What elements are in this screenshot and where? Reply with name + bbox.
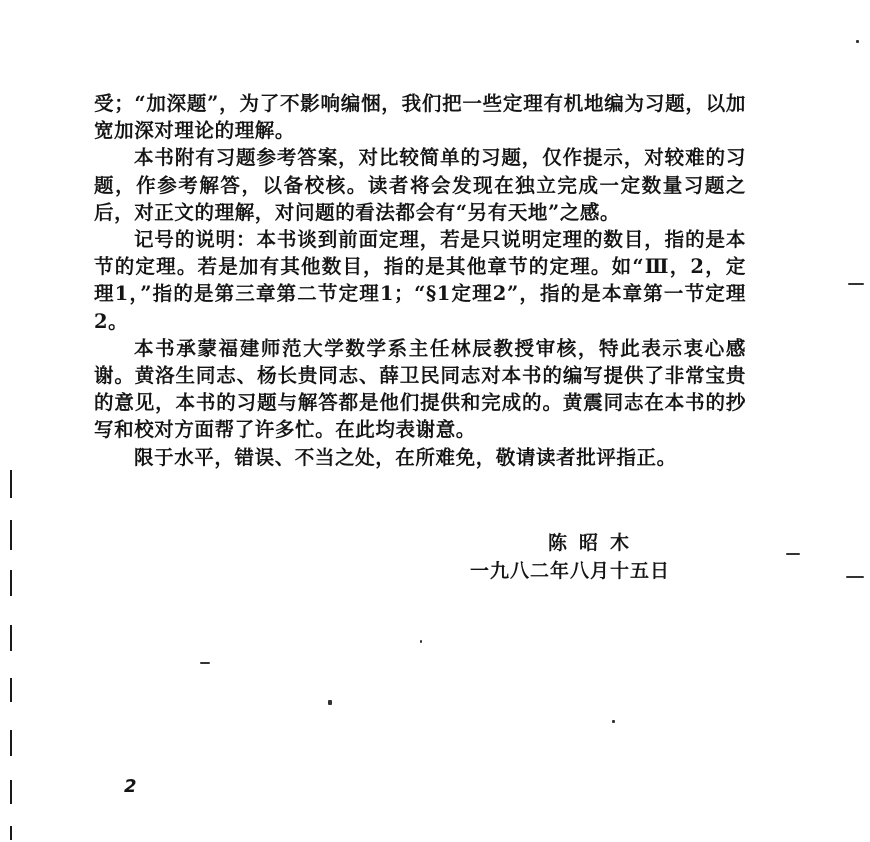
binding-mark <box>10 780 12 804</box>
scan-speck <box>200 662 210 664</box>
scan-speck <box>856 40 859 43</box>
binding-mark <box>10 470 12 498</box>
scan-speck <box>328 700 332 705</box>
signature-date: 一九八二年八月十五日 <box>470 560 671 582</box>
scan-speck <box>420 640 422 643</box>
paragraph-1: 受；“加深题”，为了不影响编悃，我们把一些定理有机地编为习题，以加宽加深对理论的理解。 <box>94 92 746 143</box>
author-signature: 陈昭木 <box>548 532 642 554</box>
binding-mark <box>10 826 12 840</box>
page-number: 2 <box>124 776 137 797</box>
paragraph-5: 限于水平，错误、不当之处，在所难免，敬请读者批评指正。 <box>134 445 677 469</box>
body-text <box>94 90 746 471</box>
paragraph-3: 记号的说明：本书谈到前面定理，若是只说明定理的数目，指的是本节的定理。若是加有其他数目，指的是其他章节的定理。如“Ⅲ，2，定理1，”指的是第三章第二节定理1；“§1定理2”，指的是本章第一节定理2。 <box>94 228 746 333</box>
paragraph-2: 本书附有习题参考答案，对比较简单的习题，仅作提示，对较难的习题，作参考解答，以备校核。读者将会发现在独立完成一定数量习题之后，对正文的理解，对问题的看法都会有“另有天地”之感。 <box>94 146 746 224</box>
paragraph-4: 本书承蒙福建师范大学数学系主任林辰教授审核，特此表示衷心感谢。黄洛生同志、杨长贵同志、薛卫民同志对本书的编写提供了非常宝贵的意见，本书的习题与解答都是他们提供和完成的。黄震同志在本书的抄写和校对方面帮了许多忙。在此均表谢意。 <box>94 336 746 442</box>
binding-mark <box>10 520 12 550</box>
binding-mark <box>10 730 12 756</box>
scan-speck <box>786 553 800 555</box>
binding-mark <box>10 570 12 596</box>
binding-mark <box>10 678 12 702</box>
scan-speck <box>612 720 615 723</box>
scan-speck <box>848 283 864 285</box>
scan-speck <box>846 576 864 578</box>
binding-mark <box>10 625 12 651</box>
